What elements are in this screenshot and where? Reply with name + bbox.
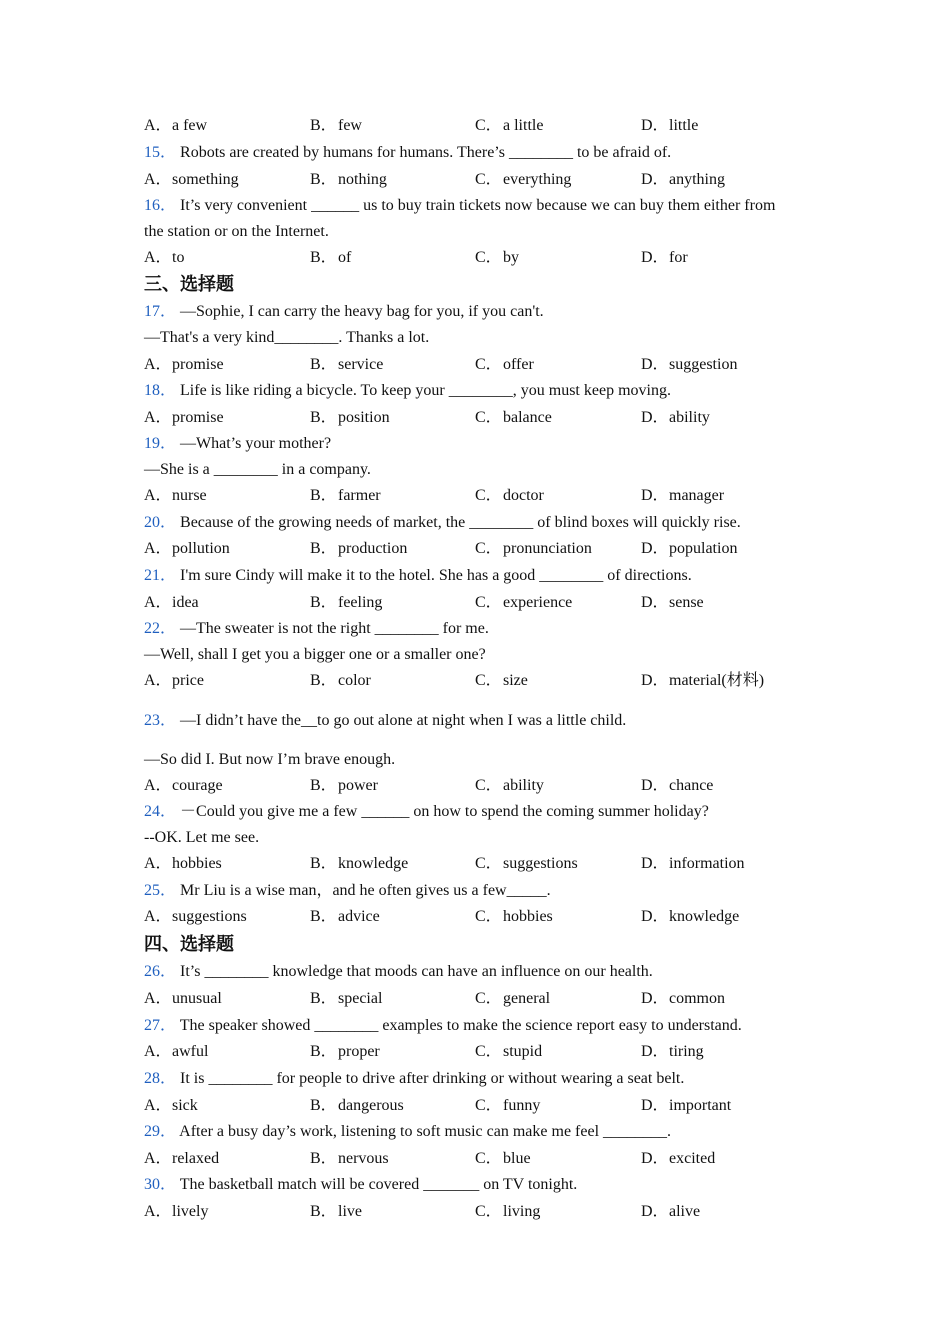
question-text: －Could you give me a few ______ on how to spend the coming summer holiday? — [180, 803, 709, 820]
option-d[interactable]: D．excited — [641, 1150, 716, 1167]
question-text: It’s ________ knowledge that moods can have an influence on our health. — [180, 963, 653, 980]
option-b[interactable]: B．power — [310, 777, 378, 794]
question-text: Because of the growing needs of market, the ________ of blind boxes will quickly rise. — [180, 514, 741, 531]
question-20: 20． Because of the growing needs of market, the ________ of blind boxes will quickly rise. — [144, 514, 741, 531]
q15-options — [144, 170, 844, 190]
question-15: 15． Robots are created by humans for humans. There’s ________ to be afraid of. — [144, 144, 672, 161]
question-22: 22． —The sweater is not the right ________ for me. — [144, 620, 489, 637]
option-b[interactable]: B．advice — [310, 908, 380, 925]
question-19-reply: —She is a ________ in a company. — [144, 461, 371, 478]
question-text: I'm sure Cindy will make it to the hotel. She has a good ________ of directions. — [180, 567, 692, 584]
q27-options — [144, 1042, 844, 1062]
question-29: 29． After a busy day’s work, listening to soft music can make me feel ________. — [144, 1123, 672, 1140]
question-19: 19． —What’s your mother? — [144, 435, 332, 452]
option-d[interactable]: D．important — [641, 1097, 732, 1114]
option-a[interactable]: A．something — [144, 171, 239, 188]
question-23: 23． —I didn’t have the__to go out alone at night when I was a little child. — [144, 712, 627, 729]
option-b[interactable]: B．production — [310, 540, 408, 557]
q28-options — [144, 1096, 844, 1116]
q30-options — [144, 1202, 844, 1222]
option-a[interactable]: A．sick — [144, 1097, 198, 1114]
q24-options — [144, 854, 844, 874]
option-b[interactable]: B．few — [310, 117, 362, 134]
question-number: 15 — [144, 144, 160, 161]
option-a[interactable]: A．pollution — [144, 540, 230, 557]
question-16-continuation: the station or on the Internet. — [144, 223, 329, 240]
question-number: 19 — [144, 435, 160, 452]
option-b[interactable]: B．feeling — [310, 594, 383, 611]
q16-options — [144, 248, 844, 268]
option-b[interactable]: B．farmer — [310, 487, 381, 504]
q25-options — [144, 907, 844, 927]
question-number: 25 — [144, 882, 160, 899]
q18-options — [144, 408, 844, 428]
option-c[interactable]: C．living — [475, 1203, 541, 1220]
question-number: 27 — [144, 1017, 160, 1034]
option-d[interactable]: D．sense — [641, 594, 704, 611]
question-number: 16 — [144, 197, 160, 214]
option-c[interactable]: C．hobbies — [475, 908, 553, 925]
q20-options — [144, 539, 844, 559]
question-number: 24 — [144, 803, 160, 820]
question-number: 20 — [144, 514, 160, 531]
question-30: 30． The basketball match will be covered _______ on TV tonight. — [144, 1176, 578, 1193]
option-a[interactable]: A．nurse — [144, 487, 207, 504]
option-b[interactable]: B．service — [310, 356, 384, 373]
option-c[interactable]: C．a little — [475, 117, 544, 134]
q14-options — [144, 116, 844, 136]
question-text: The speaker showed ________ examples to make the science report easy to understand. — [179, 1017, 742, 1034]
option-c[interactable]: C．blue — [475, 1150, 531, 1167]
question-text: The basketball match will be covered _______ on TV tonight. — [179, 1176, 578, 1193]
option-c[interactable]: C．doctor — [475, 487, 544, 504]
option-d[interactable]: D．chance — [641, 777, 714, 794]
question-text: Mr Liu is a wise man，and he often gives us a few_____. — [180, 882, 551, 899]
option-b[interactable]: B．special — [310, 990, 383, 1007]
option-b[interactable]: B．of — [310, 249, 352, 266]
question-26: 26． It’s ________ knowledge that moods can have an influence on our health. — [144, 963, 653, 980]
question-23-reply: —So did I. But now I’m brave enough. — [144, 751, 396, 768]
question-text: —I didn’t have the__to go out alone at night when I was a little child. — [180, 712, 627, 729]
option-d[interactable]: D．ability — [641, 409, 710, 426]
question-text: —The sweater is not the right ________ for me. — [180, 620, 489, 637]
option-a[interactable]: A．courage — [144, 777, 223, 794]
option-d[interactable]: D．knowledge — [641, 908, 740, 925]
section-heading-4: 四、选择题 — [144, 934, 234, 955]
option-b[interactable]: B．live — [310, 1203, 362, 1220]
option-d[interactable]: D．tiring — [641, 1043, 704, 1060]
option-c[interactable]: C．funny — [475, 1097, 541, 1114]
option-c[interactable]: C．suggestions — [475, 855, 578, 872]
option-c[interactable]: C．size — [475, 672, 528, 689]
question-text: It’s very convenient ______ us to buy train tickets now because we can buy them either from — [180, 197, 776, 214]
q22-options — [144, 671, 844, 691]
option-b[interactable]: B．knowledge — [310, 855, 409, 872]
question-number: 30 — [144, 1176, 160, 1193]
option-a[interactable]: A．unusual — [144, 990, 222, 1007]
option-b[interactable]: B．nervous — [310, 1150, 389, 1167]
question-text: Robots are created by humans for humans. There’s ________ to be afraid of. — [180, 144, 672, 161]
option-c[interactable]: C．offer — [475, 356, 534, 373]
option-a[interactable]: A．lively — [144, 1203, 209, 1220]
question-text: Life is like riding a bicycle. To keep your ________, you must keep moving. — [180, 382, 671, 399]
question-24: 24． －Could you give me a few ______ on how to spend the coming summer holiday? — [144, 803, 709, 820]
option-d[interactable]: D．for — [641, 249, 688, 266]
question-16: 16． It’s very convenient ______ us to buy train tickets now because we can buy them either from — [144, 197, 776, 214]
q23-options — [144, 776, 844, 796]
question-17: 17． —Sophie, I can carry the heavy bag for you, if you can't. — [144, 303, 544, 320]
question-22-reply: —Well, shall I get you a bigger one or a smaller one? — [144, 646, 486, 663]
option-d[interactable]: D．anything — [641, 171, 725, 188]
option-d[interactable]: D．little — [641, 117, 699, 134]
option-a[interactable]: A．relaxed — [144, 1150, 220, 1167]
option-b[interactable]: B．proper — [310, 1043, 380, 1060]
question-24-reply: --OK. Let me see. — [144, 829, 260, 846]
question-text: —What’s your mother? — [180, 435, 332, 452]
question-number: 26 — [144, 963, 160, 980]
option-c[interactable]: C．experience — [475, 594, 573, 611]
question-text: After a busy day’s work, listening to soft music can make me feel ________. — [179, 1123, 672, 1140]
question-text: It is ________ for people to drive after drinking or without wearing a seat belt. — [180, 1070, 685, 1087]
option-a[interactable]: A．hobbies — [144, 855, 222, 872]
option-d[interactable]: D．alive — [641, 1203, 701, 1220]
option-b[interactable]: B．nothing — [310, 171, 387, 188]
question-text: —Sophie, I can carry the heavy bag for you, if you can't. — [180, 303, 544, 320]
question-18: 18． Life is like riding a bicycle. To keep your ________, you must keep moving. — [144, 382, 671, 399]
question-28: 28． It is ________ for people to drive after drinking or without wearing a seat belt. — [144, 1070, 685, 1087]
option-d[interactable]: D．material(材料) — [641, 672, 765, 689]
option-c[interactable]: C．everything — [475, 171, 572, 188]
question-21: 21． I'm sure Cindy will make it to the hotel. She has a good ________ of directions. — [144, 567, 692, 584]
q21-options — [144, 593, 844, 613]
option-d[interactable]: D．manager — [641, 487, 725, 504]
option-a[interactable]: A．price — [144, 672, 204, 689]
q29-options — [144, 1149, 844, 1169]
option-c[interactable]: C．by — [475, 249, 519, 266]
question-25: 25． Mr Liu is a wise man，and he often gives us a few_____. — [144, 882, 551, 899]
option-b[interactable]: B．color — [310, 672, 371, 689]
q17-options — [144, 355, 844, 375]
option-c[interactable]: C．pronunciation — [475, 540, 592, 557]
option-a[interactable]: A．promise — [144, 409, 224, 426]
question-number: 22 — [144, 620, 160, 637]
question-number: 23 — [144, 712, 160, 729]
option-d[interactable]: D．suggestion — [641, 356, 738, 373]
question-number: 29 — [144, 1123, 160, 1140]
option-a[interactable]: A．a few — [144, 117, 208, 134]
section-heading-3: 三、选择题 — [144, 274, 234, 295]
question-number: 18 — [144, 382, 160, 399]
option-c[interactable]: C．stupid — [475, 1043, 543, 1060]
option-a[interactable]: A．promise — [144, 356, 224, 373]
option-d[interactable]: D．common — [641, 990, 725, 1007]
option-b[interactable]: B．dangerous — [310, 1097, 404, 1114]
question-number: 28 — [144, 1070, 160, 1087]
q26-options — [144, 989, 844, 1009]
option-c[interactable]: C．general — [475, 990, 551, 1007]
option-a[interactable]: A．to — [144, 249, 185, 266]
question-number: 21 — [144, 567, 160, 584]
option-a[interactable]: A．awful — [144, 1043, 209, 1060]
option-d[interactable]: D．population — [641, 540, 738, 557]
question-27: 27． The speaker showed ________ examples to make the science report easy to understand. — [144, 1017, 742, 1034]
q19-options — [144, 486, 844, 506]
option-b[interactable]: B．position — [310, 409, 390, 426]
option-a[interactable]: A．idea — [144, 594, 199, 611]
option-d[interactable]: D．information — [641, 855, 745, 872]
question-number: 17 — [144, 303, 160, 320]
option-c[interactable]: C．balance — [475, 409, 552, 426]
option-a[interactable]: A．suggestions — [144, 908, 247, 925]
option-c[interactable]: C．ability — [475, 777, 544, 794]
question-17-reply: —That's a very kind________. Thanks a lot. — [144, 329, 430, 346]
